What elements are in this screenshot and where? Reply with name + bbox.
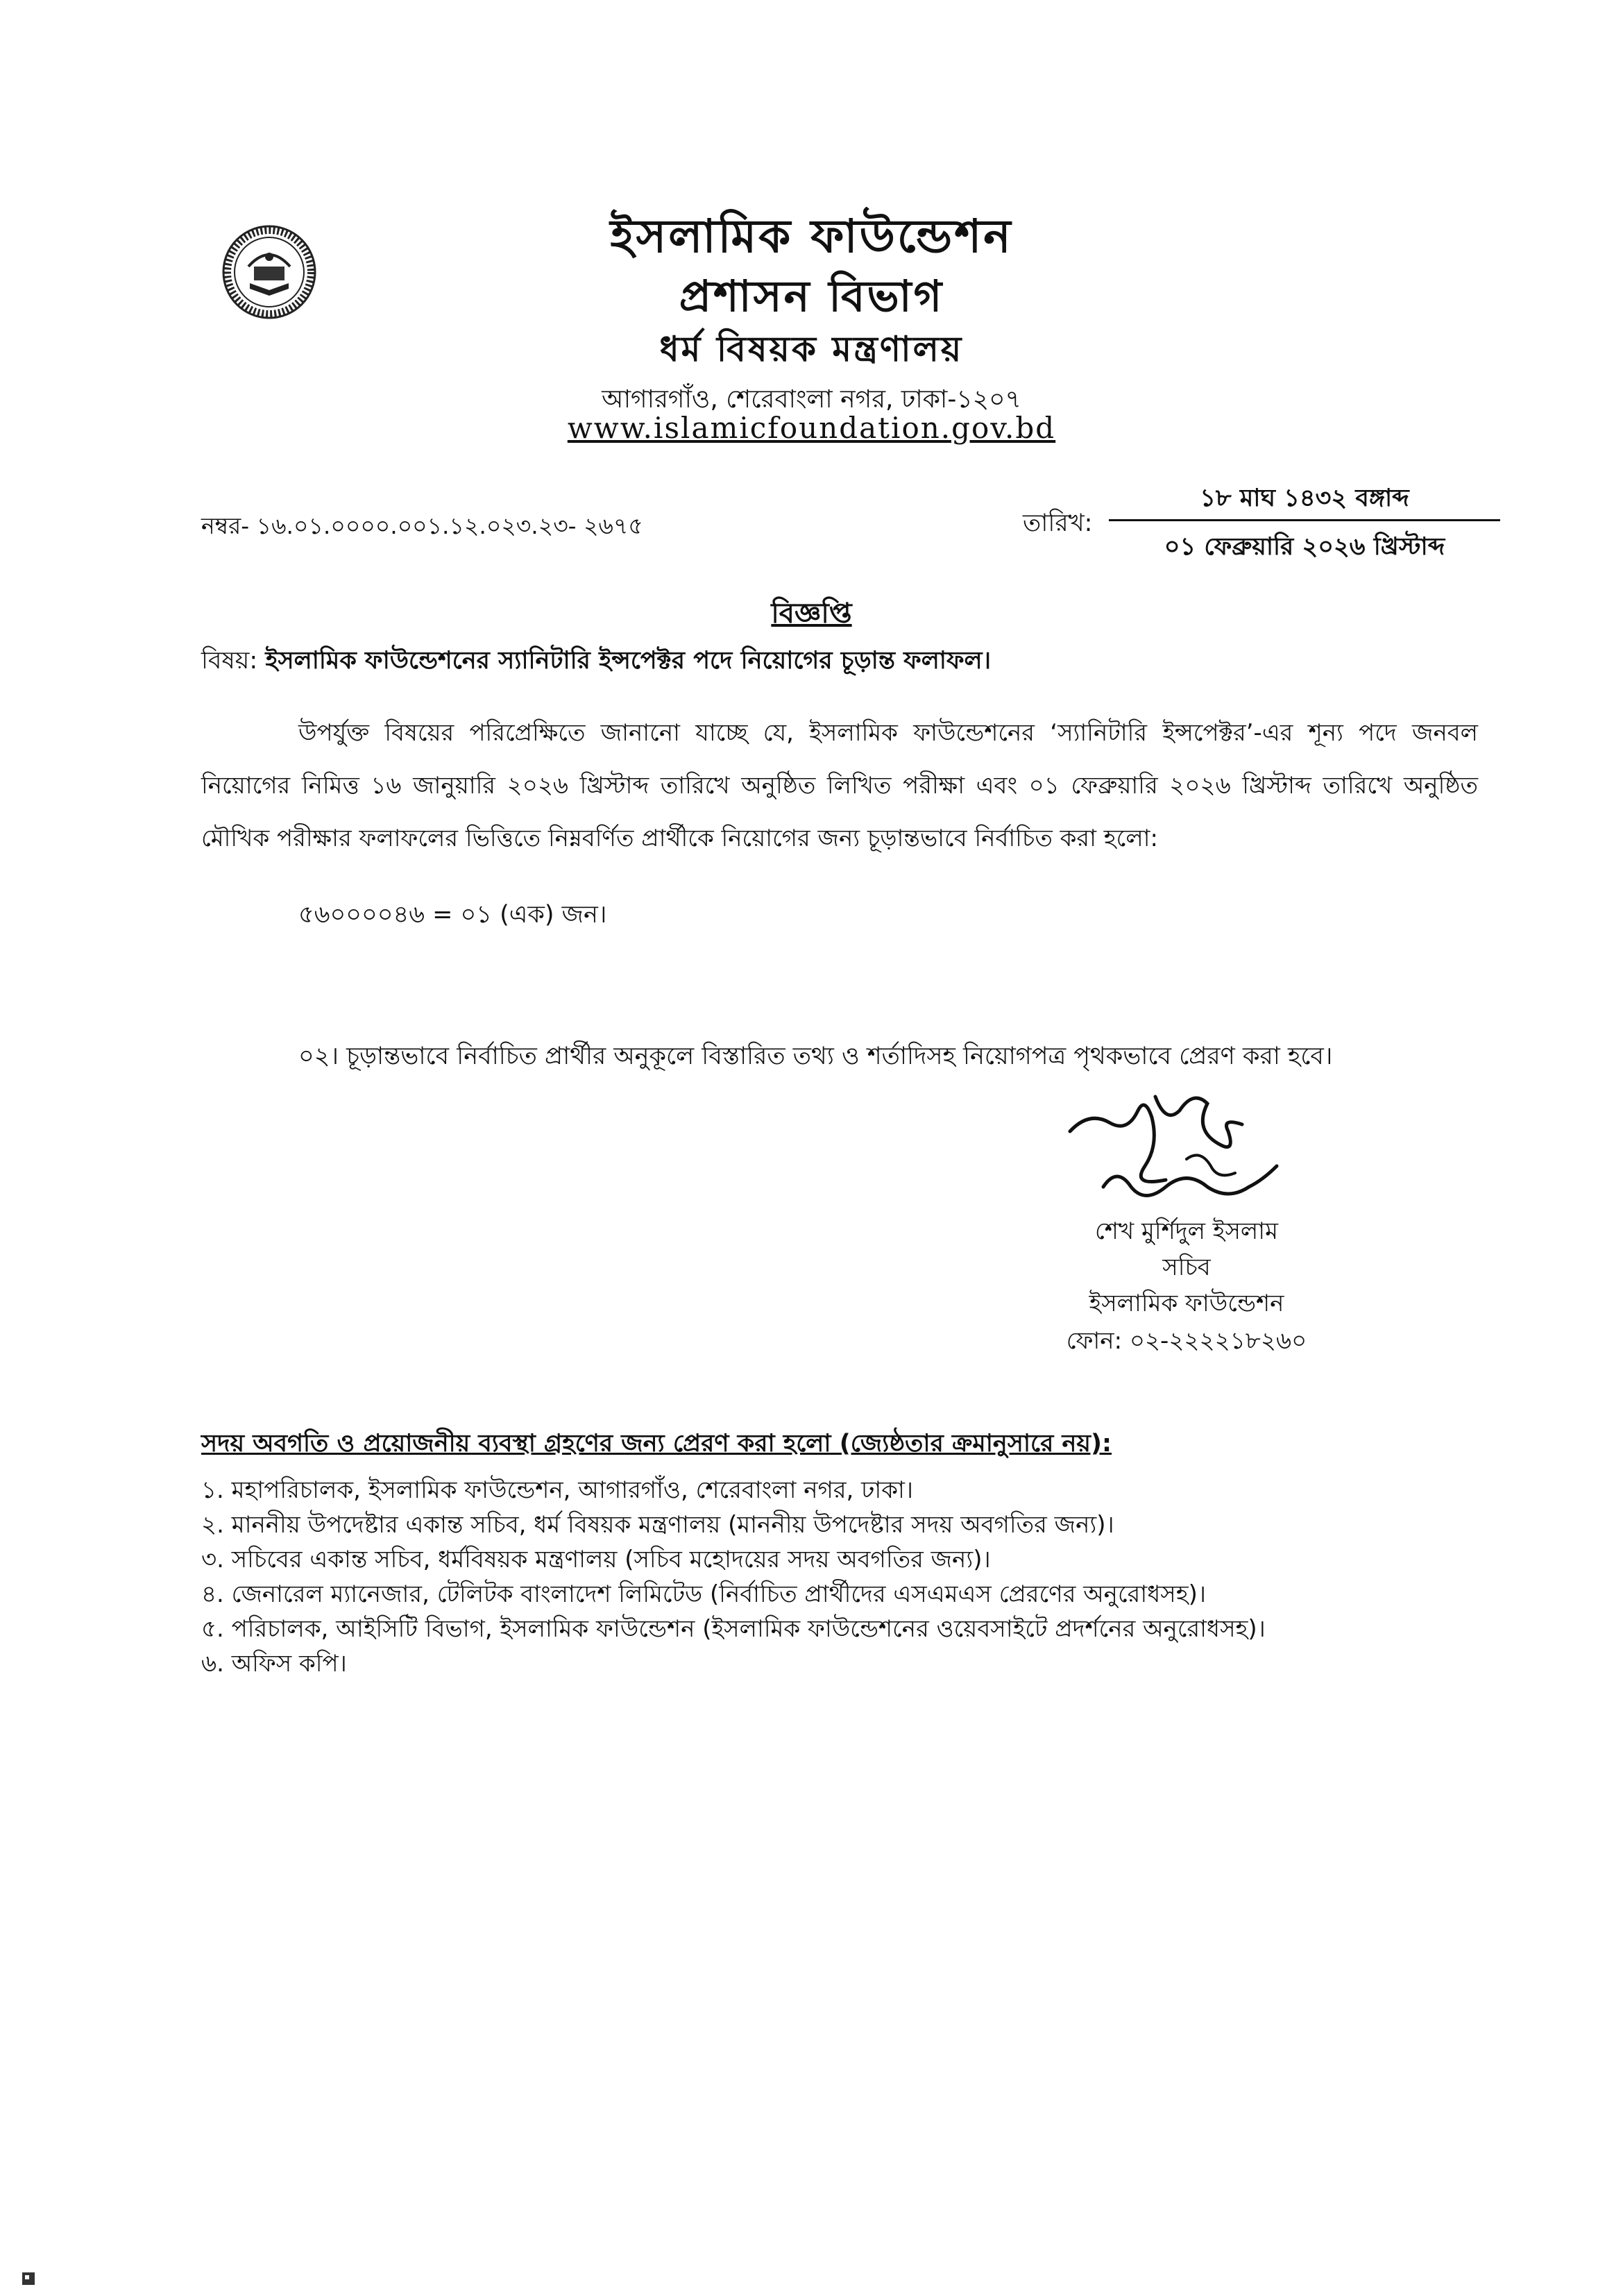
- subject-text: ইসলামিক ফাউন্ডেশনের স্যানিটারি ইন্সপেক্টর পদে নিয়োগের চূড়ান্ত ফলাফল।: [265, 647, 992, 675]
- website-link[interactable]: www.islamicfoundation.gov.bd: [567, 411, 1056, 445]
- handwritten-signature: [1062, 1083, 1291, 1215]
- ministry-name: ধর্ম বিষয়ক মন্ত্রণালয়: [659, 328, 964, 369]
- date-label: তারিখ:: [1023, 509, 1093, 537]
- signatory-organization: ইসলামিক ফাউন্ডেশন: [1089, 1290, 1284, 1317]
- signatory-designation: সচিব: [1162, 1253, 1211, 1281]
- memo-number: নম্বর- ১৬.০১.০০০০.০০১.১২.০২৩.২৩- ২৬৭৫: [201, 512, 643, 539]
- selected-roll-number: ৫৬০০০০৪৬ = ০১ (এক) জন।: [298, 901, 607, 929]
- distribution-item: ২. মাননীয় উপদেষ্টার একান্ত সচিব, ধর্ম বিষয়ক মন্ত্রণালয় (মাননীয় উপদেষ্টার সদয় অবগতির জন্য)।: [201, 1511, 1114, 1539]
- organization-name: ইসলামিক ফাউন্ডেশন: [610, 209, 1013, 263]
- subject-label: বিষয়:: [201, 647, 258, 675]
- date-english: ০১ ফেব্রুয়ারি ২০২৬ খ্রিস্টাব্দ: [1164, 533, 1445, 561]
- scan-corner-mark-icon: [21, 2271, 36, 2286]
- signatory-phone: ফোন: ০২-২২২২১৮২৬০: [1066, 1327, 1307, 1355]
- distribution-heading: সদয় অবগতি ও প্রয়োজনীয় ব্যবস্থা গ্রহণের জন্য প্রেরণ করা হলো (জ্যেষ্ঠতার ক্রমানুসারে নয়):: [201, 1430, 1112, 1458]
- department-name: প্রশাসন বিভাগ: [679, 271, 944, 321]
- notice-title: বিজ্ঞপ্তি: [771, 598, 852, 630]
- distribution-list: [201, 1473, 1266, 1681]
- distribution-item: ৩. সচিবের একান্ত সচিব, ধর্মবিষয়ক মন্ত্রণালয় (সচিব মহোদয়ের সদয় অবগতির জন্য)।: [201, 1546, 991, 1573]
- notice-paragraph-two: ০২। চূড়ান্তভাবে নির্বাচিত প্রার্থীর অনুকূলে বিস্তারিত তথ্য ও শর্তাদিসহ নিয়োগপত্র পৃথকভাবে প্রেরণ করা হবে।: [298, 1043, 1333, 1070]
- signatory-name: শেখ মুর্শিদুল ইসলাম: [1095, 1217, 1278, 1245]
- distribution-item: ৪. জেনারেল ম্যানেজার, টেলিটক বাংলাদেশ লিমিটেড (নির্বাচিত প্রার্থীদের এসএমএস প্রেরণের অনুরোধসহ)।: [201, 1580, 1207, 1608]
- office-address: আগারগাঁও, শেরেবাংলা নগর, ঢাকা-১২০৭: [602, 385, 1021, 414]
- date-divider: [1109, 519, 1500, 521]
- distribution-item: ৬. অফিস কপি।: [201, 1650, 347, 1678]
- notice-body: উপর্যুক্ত বিষয়ের পরিপ্রেক্ষিতে জানানো যাচ্ছে যে, ইসলামিক ফাউন্ডেশনের ‘স্যানিটারি ইন্সপেক্টর’-এর শূন্য পদে জনবল নিয়োগের নিমিত্ত ১৬ জানুয়ারি ২০২৬ খ্রিস্টাব্দ তারিখে অনুষ্ঠিত লিখিত পরীক্ষা এবং ০১ ফেব্রুয়ারি ২০২৬ খ্রিস্টাব্দ তারিখে অনুষ্ঠিত মৌখিক পরীক্ষার ফলাফলের ভিত্তিতে নিম্নবর্ণিত প্রার্থীকে নিয়োগের জন্য চূড়ান্তভাবে নির্বাচিত করা হলো:: [201, 719, 1478, 852]
- subject-line: [201, 641, 991, 682]
- distribution-item: ৫. পরিচালক, আইসিটি বিভাগ, ইসলামিক ফাউন্ডেশন (ইসলামিক ফাউন্ডেশনের ওয়েবসাইটে প্রদর্শনের অনুরোধসহ)।: [201, 1615, 1266, 1643]
- distribution-item: ১. মহাপরিচালক, ইসলামিক ফাউন্ডেশন, আগারগাঁও, শেরেবাংলা নগর, ঢাকা।: [201, 1476, 914, 1504]
- date-bangla: ১৮ মাঘ ১৪৩২ বঙ্গাব্দ: [1200, 484, 1409, 512]
